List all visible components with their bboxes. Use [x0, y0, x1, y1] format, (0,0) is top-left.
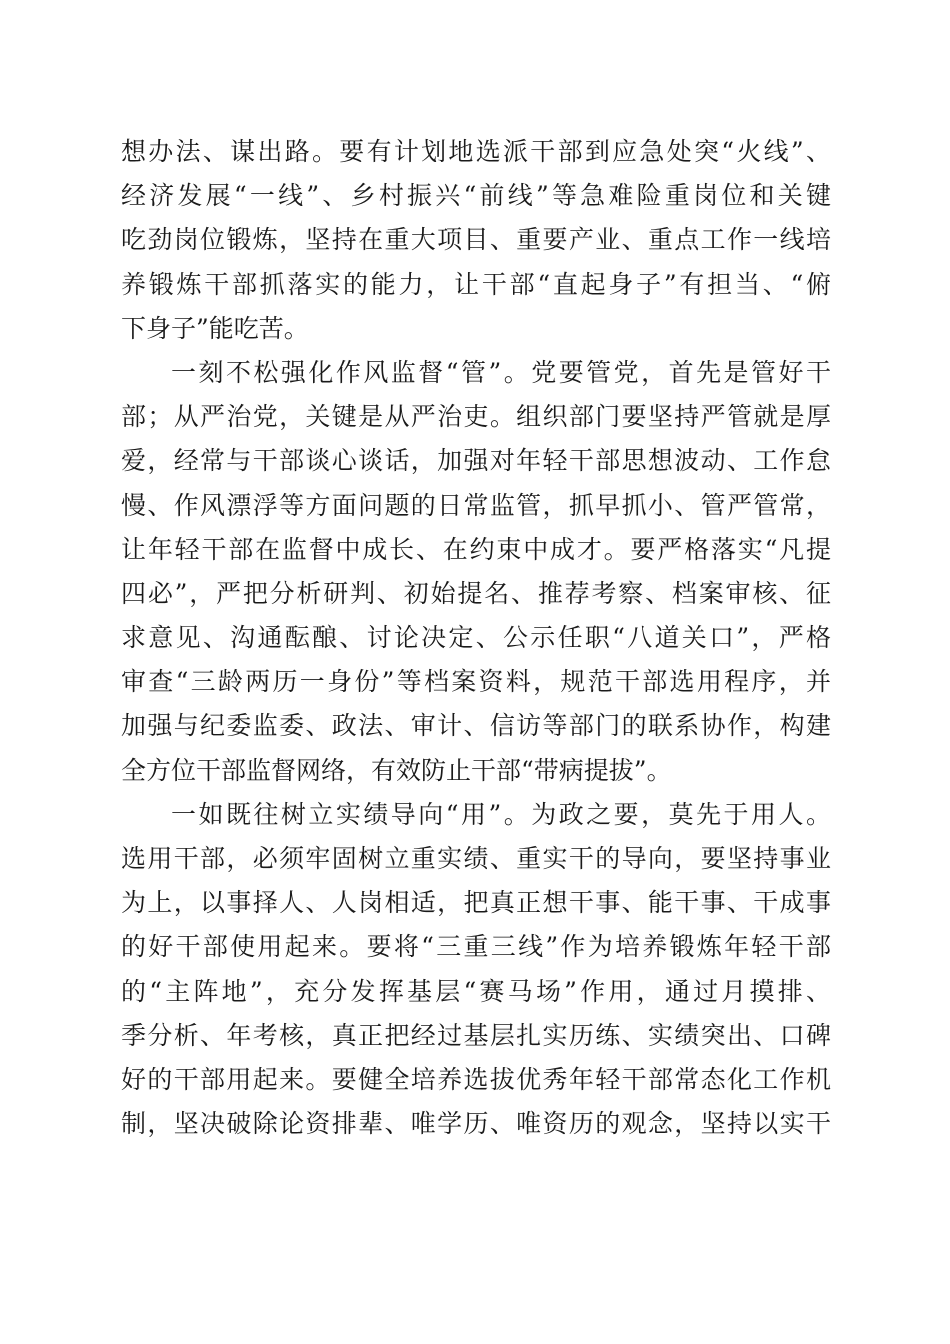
document-body [121, 130, 831, 1146]
text-line: 吃劲岗位锻炼，坚持在重大项目、重要产业、重点工作一线培 [121, 225, 831, 255]
text-line: 季分析、年考核，真正把经过基层扎实历练、实绩突出、口碑 [121, 1020, 831, 1050]
paragraph-3 [121, 793, 831, 1147]
text-line: 审查“三龄两历一身份”等档案资料，规范干部选用程序，并 [121, 667, 831, 697]
text-line: 好的干部用起来。要健全培养选拔优秀年轻干部常态化工作机 [121, 1064, 831, 1094]
text-line: 四必”，严把分析研判、初始提名、推荐考察、档案审核、征 [121, 578, 831, 608]
text-line: 一刻不松强化作风监督“管”。党要管党，首先是管好干 [171, 357, 831, 387]
text-line: 想办法、谋出路。要有计划地选派干部到应急处突“火线”、 [121, 137, 831, 166]
text-line: 下身子”能吃苦。 [121, 313, 309, 343]
text-line: 慢、作风漂浮等方面问题的日常监管，抓早抓小、管严管常， [121, 490, 831, 520]
text-line: 全方位干部监督网络，有效防止干部“带病提拔”。 [121, 755, 672, 785]
text-line: 爱，经常与干部谈心谈话，加强对年轻干部思想波动、工作怠 [121, 446, 831, 476]
text-line: 让年轻干部在监督中成长、在约束中成才。要严格落实“凡提 [121, 534, 831, 564]
text-line: 一如既往树立实绩导向“用”。为政之要，莫先于用人。 [171, 799, 831, 829]
text-line: 的“主阵地”，充分发挥基层“赛马场”作用，通过月摸排、 [121, 976, 831, 1006]
text-line: 加强与纪委监委、政法、审计、信访等部门的联系协作，构建 [121, 711, 831, 741]
paragraph-1 [121, 130, 831, 351]
text-line: 部；从严治党，关键是从严治吏。组织部门要坚持严管就是厚 [121, 402, 831, 432]
text-line: 为上，以事择人、人岗相适，把真正想干事、能干事、干成事 [121, 888, 831, 918]
text-line: 养锻炼干部抓落实的能力，让干部“直起身子”有担当、“俯 [121, 269, 831, 299]
text-line: 制，坚决破除论资排辈、唯学历、唯资历的观念，坚持以实干 [121, 1109, 831, 1139]
text-line: 经济发展“一线”、乡村振兴“前线”等急难险重岗位和关键 [121, 181, 831, 211]
text-line: 选用干部，必须牢固树立重实绩、重实干的导向，要坚持事业 [121, 844, 831, 873]
text-line: 求意见、沟通酝酿、讨论决定、公示任职“八道关口”，严格 [121, 623, 831, 653]
paragraph-2 [121, 351, 831, 793]
text-line: 的好干部使用起来。要将“三重三线”作为培养锻炼年轻干部 [121, 932, 831, 962]
